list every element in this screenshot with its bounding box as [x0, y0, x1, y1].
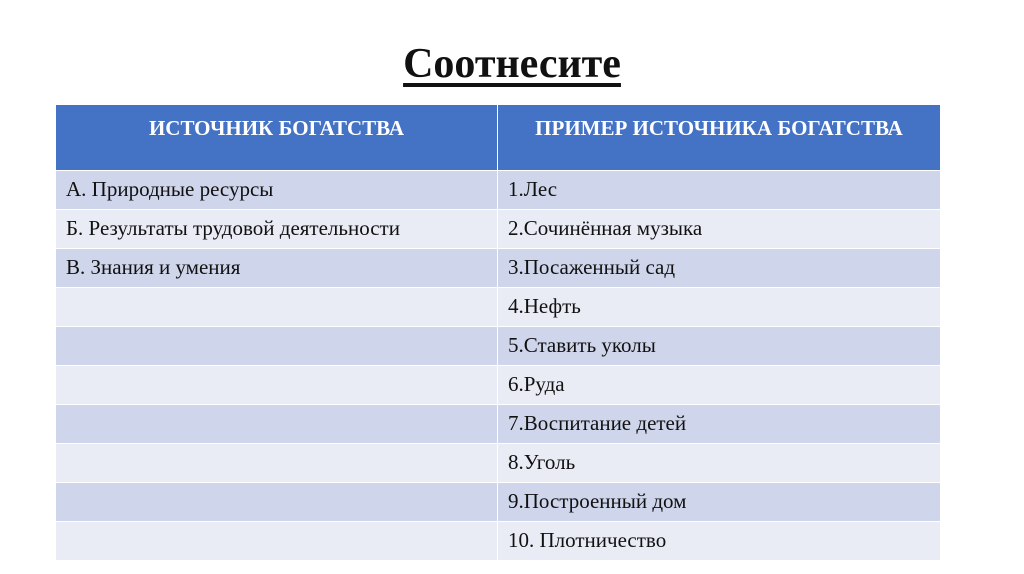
source-cell — [56, 444, 498, 483]
table-row — [56, 522, 941, 561]
source-cell — [56, 366, 498, 405]
example-cell: 10. Плотничество — [498, 522, 941, 561]
table-row — [56, 288, 941, 327]
source-cell — [56, 327, 498, 366]
example-cell: 3.Посаженный сад — [498, 249, 941, 288]
table-row — [56, 405, 941, 444]
source-cell — [56, 522, 498, 561]
slide-title: Соотнесите — [403, 41, 621, 87]
example-cell: 5.Ставить уколы — [498, 327, 941, 366]
table-row — [56, 366, 941, 405]
example-cell: 6.Руда — [498, 366, 941, 405]
source-cell — [56, 483, 498, 522]
source-cell — [56, 288, 498, 327]
header-example: ПРИМЕР ИСТОЧНИКА БОГАТСТВА — [498, 105, 941, 171]
table-row — [56, 483, 941, 522]
table-row — [56, 444, 941, 483]
source-cell — [56, 405, 498, 444]
source-cell: Б. Результаты трудовой деятельности — [56, 210, 498, 249]
example-cell: 1.Лес — [498, 171, 941, 210]
table-row — [56, 249, 941, 288]
header-row — [56, 105, 941, 171]
matching-table — [55, 104, 941, 561]
example-cell: 8.Уголь — [498, 444, 941, 483]
example-cell: 7.Воспитание детей — [498, 405, 941, 444]
source-cell: А. Природные ресурсы — [56, 171, 498, 210]
example-cell: 4.Нефть — [498, 288, 941, 327]
example-cell: 9.Построенный дом — [498, 483, 941, 522]
table-row — [56, 171, 941, 210]
table-row — [56, 327, 941, 366]
table-row — [56, 210, 941, 249]
example-cell: 2.Сочинённая музыка — [498, 210, 941, 249]
source-cell: В. Знания и умения — [56, 249, 498, 288]
header-source: ИСТОЧНИК БОГАТСТВА — [56, 105, 498, 171]
